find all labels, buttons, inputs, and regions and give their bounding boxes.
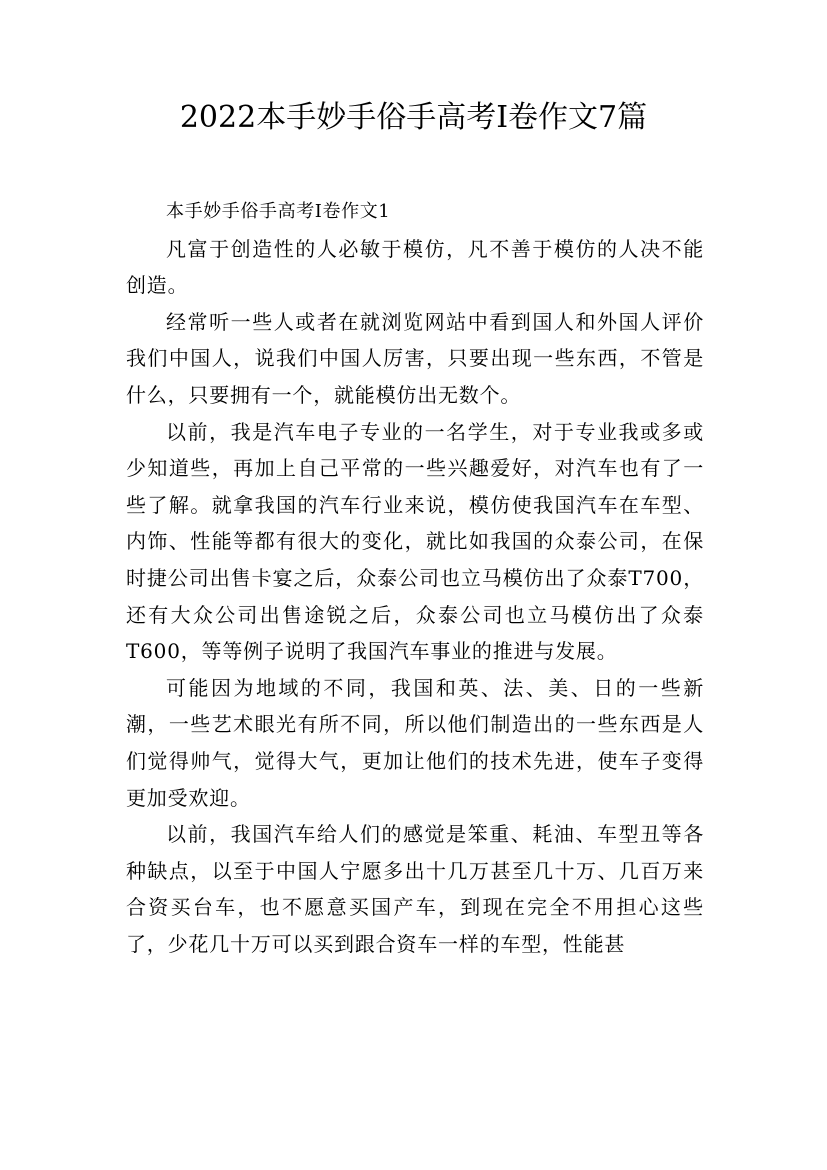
document-title: 2022本手妙手俗手高考I卷作文7篇 [179,100,648,135]
document-body [126,194,704,962]
paragraph: 经常听一些人或者在就浏览网站中看到国人和外国人评价我们中国人，说我们中国人厉害，只要出现一些东西，不管是什么，只要拥有一个，就能模仿出无数个。 [126,309,704,407]
paragraph: 可能因为地域的不同，我国和英、法、美、日的一些新潮，一些艺术眼光有所不同，所以他们制造出的一些东西是人们觉得帅气，觉得大气，更加让他们的技术先进，使车子变得更加受欢迎。 [126,675,704,810]
paragraph: 凡富于创造性的人必敏于模仿，凡不善于模仿的人决不能创造。 [126,236,704,298]
paragraph: 以前，我国汽车给人们的感觉是笨重、耗油、车型丑等各种缺点，以至于中国人宁愿多出十几万甚至几十万、几百万来合资买台车，也不愿意买国产车，到现在完全不用担心这些了，少花几十万可以买到跟合资车一样的车型，性能甚 [126,822,704,956]
section-heading: 本手妙手俗手高考I卷作文1 [166,201,391,222]
paragraph: 以前，我是汽车电子专业的一名学生，对于专业我或多或少知道些，再加上自己平常的一些兴趣爱好，对汽车也有了一些了解。就拿我国的汽车行业来说，模仿使我国汽车在车型、内饰、性能等都有很大的变化，就比如我国的众泰公司，在保时捷公司出售卡宴之后，众泰公司也立马模仿出了众泰T700，还有大众公司出售途锐之后，众泰公司也立马模仿出了众泰T600，等等例子说明了我国汽车事业的推进与发展。 [126,419,704,664]
